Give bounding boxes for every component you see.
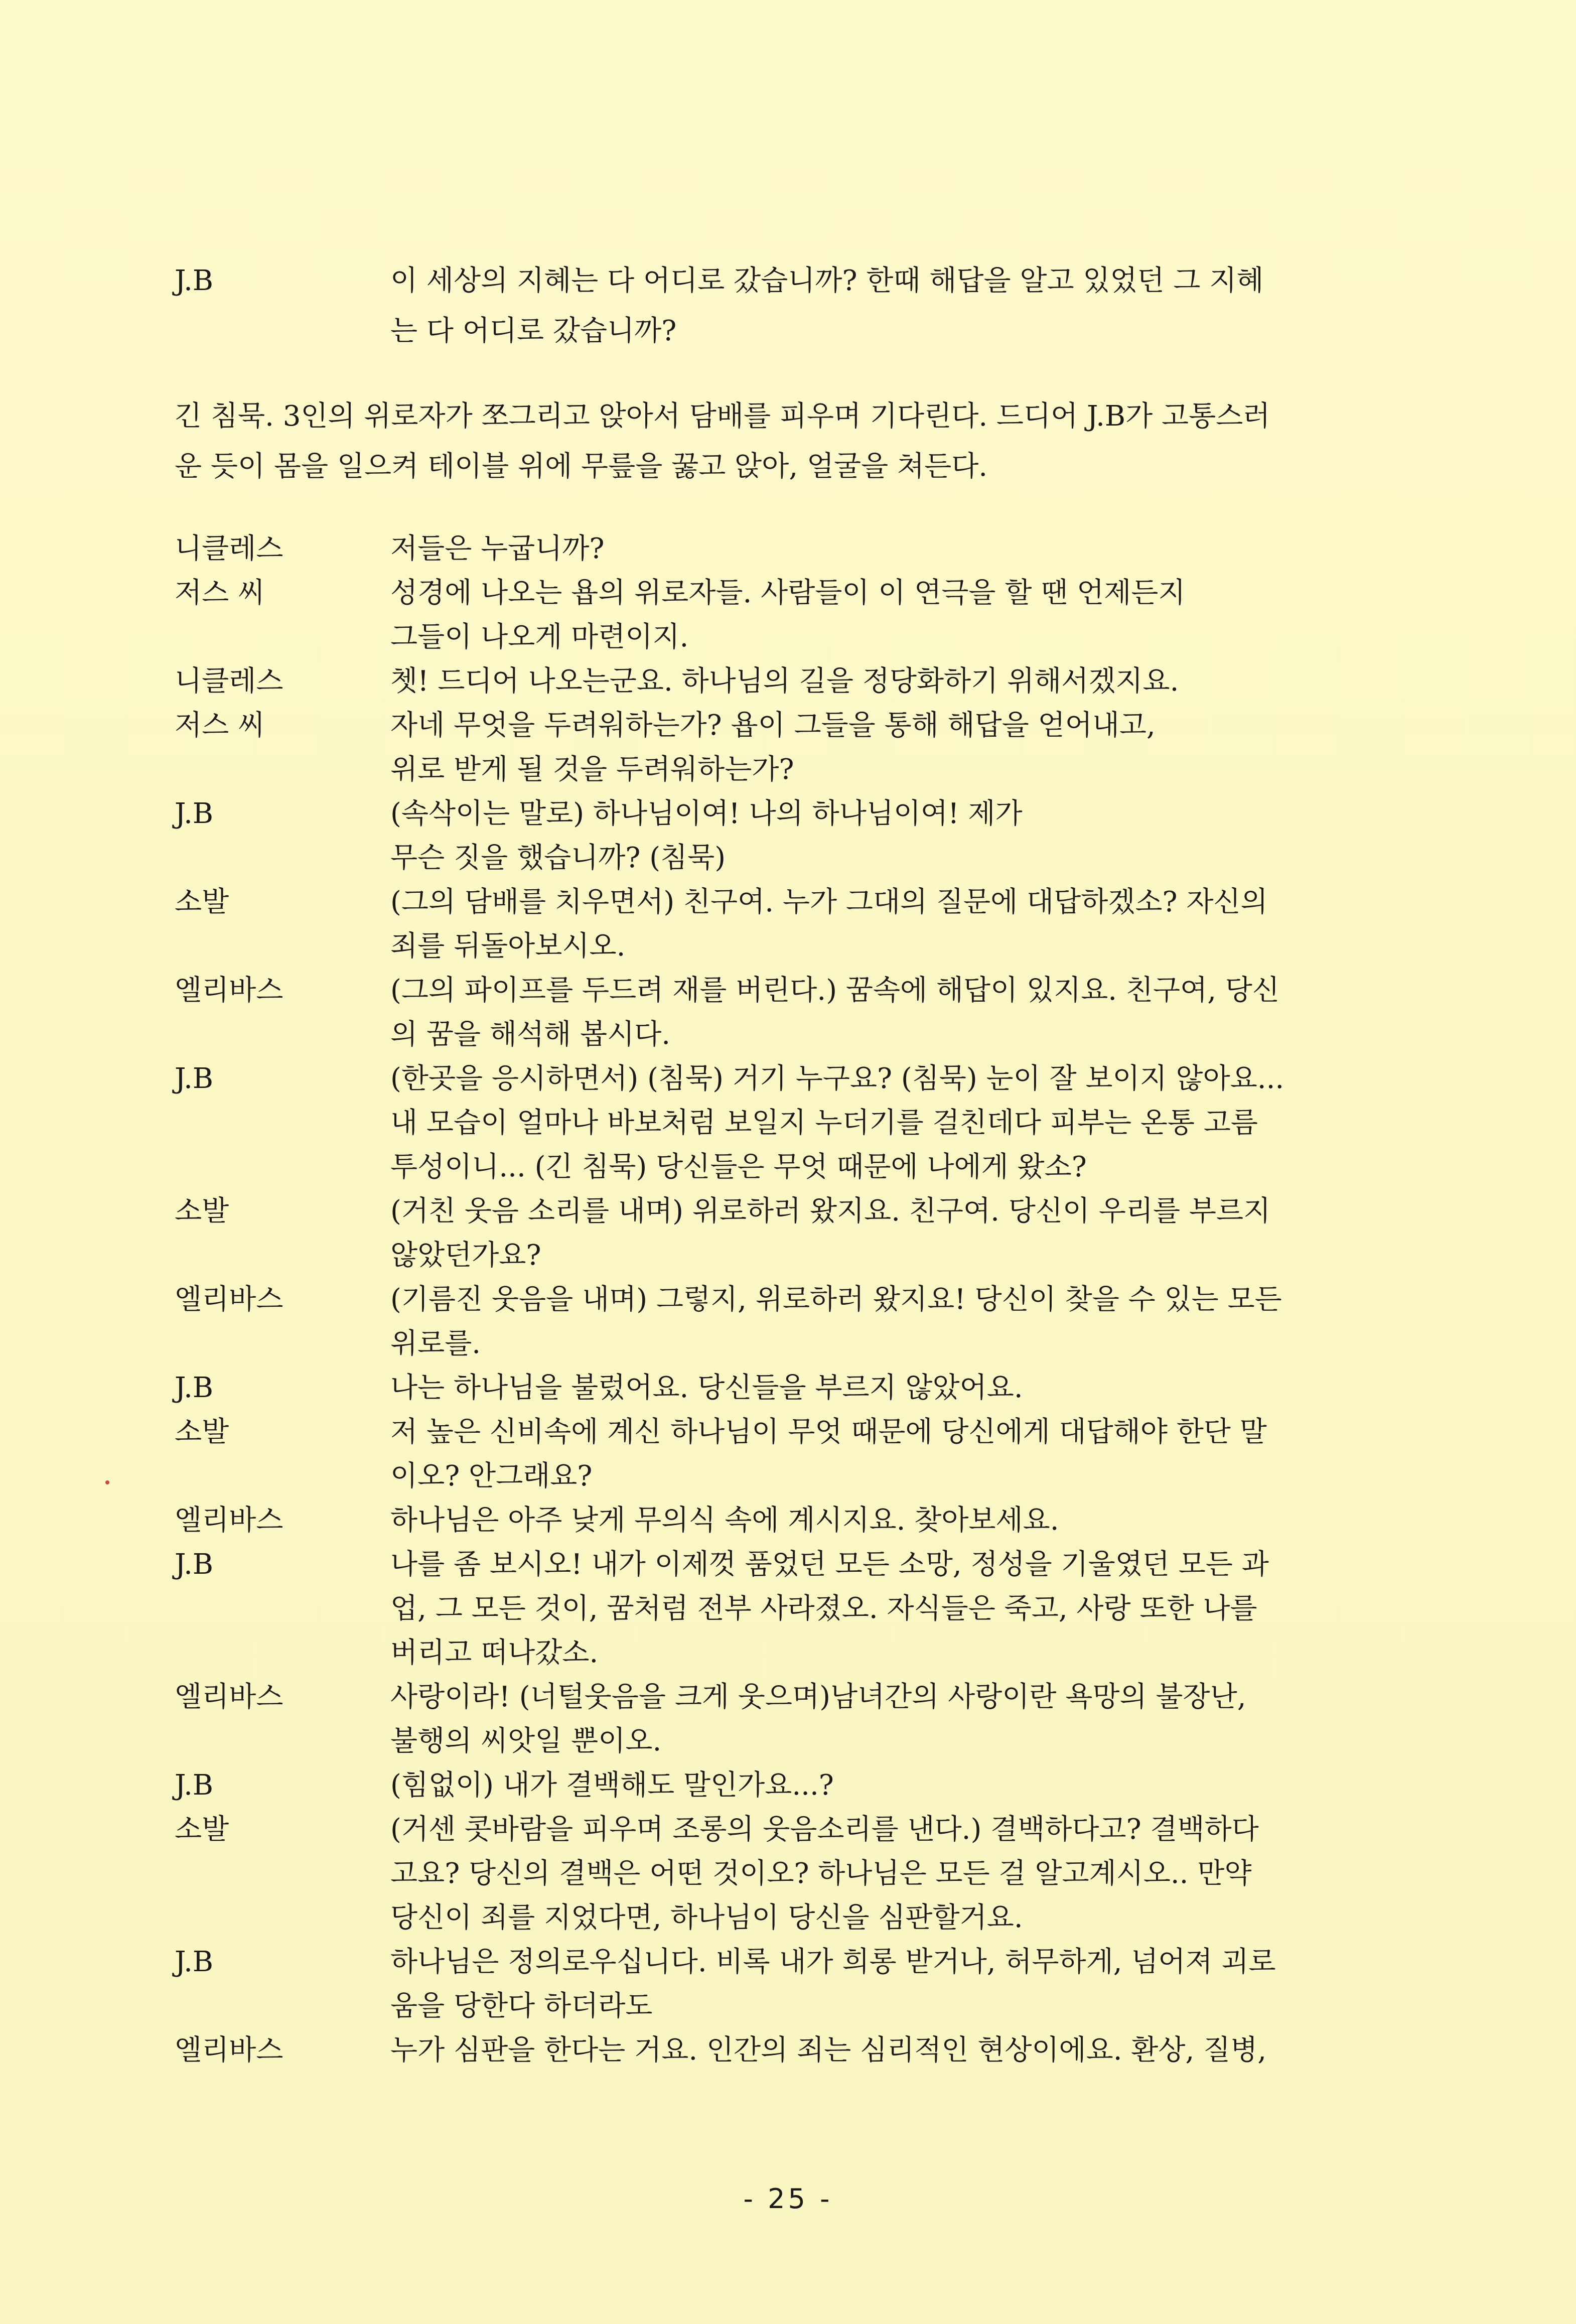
opening-dialogue: [175, 256, 1359, 356]
speech-text: [390, 1940, 1359, 2028]
dialogue-row: [175, 256, 1359, 356]
speech-line: 그들이 나오게 마련이지.: [390, 621, 689, 653]
dialogue-list: [175, 527, 1359, 2073]
speech-line: 고요? 당신의 결백은 어떤 것이오? 하나님은 모든 걸 알고계시오.. 만약: [390, 1857, 1252, 1890]
speaker-name: 소발: [175, 1195, 229, 1227]
speech-line: 하나님은 정의로우십니다. 비록 내가 희롱 받거나, 허무하게, 넘어져 괴로: [390, 1946, 1276, 1978]
dialogue-row: [175, 1366, 1359, 1410]
dialogue-row: [175, 880, 1359, 969]
speech-line: 하나님은 아주 낮게 무의식 속에 계시지요. 찾아보세요.: [390, 1504, 1059, 1537]
speech-text: [390, 2028, 1359, 2073]
dialogue-row: [175, 1940, 1359, 2028]
speech-line: (한곳을 응시하면서) (침묵) 거기 누구요? (침묵) 눈이 잘 보이지 않아요...: [390, 1062, 1284, 1095]
speech-line: 버리고 떠나갔소.: [390, 1636, 599, 1669]
dialogue-row: [175, 1763, 1359, 1808]
speech-line: 는 다 어디로 갔습니까?: [390, 315, 677, 347]
speech-text: [390, 1808, 1359, 1940]
speech-line: 움을 당한다 하더라도: [390, 1990, 653, 2022]
speech-line: (거친 웃음 소리를 내며) 위로하러 왔지요. 친구여. 당신이 우리를 부르지: [390, 1195, 1271, 1227]
speaker-name: J.B: [175, 797, 214, 830]
dialogue-row: [175, 1808, 1359, 1940]
speech-line: 누가 심판을 한다는 거요. 인간의 죄는 심리적인 현상이에요. 환상, 질병,: [390, 2034, 1267, 2067]
speech-line: 저들은 누굽니까?: [390, 532, 605, 565]
speech-line: (거센 콧바람을 피우며 조롱의 웃음소리를 낸다.) 결백하다고? 결백하다: [390, 1813, 1259, 1846]
dialogue-row: [175, 1410, 1359, 1498]
speech-text: [390, 659, 1359, 704]
speech-line: 불행의 씨앗일 뿐이오.: [390, 1725, 662, 1757]
dialogue-row: [175, 1675, 1359, 1763]
speech-line: 의 꿈을 해석해 봅시다.: [390, 1018, 671, 1051]
speech-text: [390, 1410, 1359, 1498]
speech-line: 위로 받게 될 것을 두려워하는가?: [390, 753, 794, 786]
speech-line: 당신이 죄를 지었다면, 하나님이 당신을 심판할거요.: [390, 1901, 1023, 1934]
dialogue-row: [175, 1278, 1359, 1366]
speech-line: (힘없이) 내가 결백해도 말인가요...?: [390, 1769, 834, 1802]
speech-text: [390, 1763, 1359, 1808]
speaker-name: J.B: [175, 264, 214, 297]
speech-line: 쳇! 드디어 나오는군요. 하나님의 길을 정당화하기 위해서겠지요.: [390, 665, 1179, 698]
dialogue-row: [175, 792, 1359, 880]
speech-text: [390, 256, 1359, 356]
speaker-name: 소발: [175, 886, 229, 918]
speech-line: 이오? 안그래요?: [390, 1460, 593, 1492]
speech-line: (그의 담배를 치우면서) 친구여. 누가 그대의 질문에 대답하겠소? 자신의: [390, 886, 1268, 918]
speech-line: (속삭이는 말로) 하나님이여! 나의 하나님이여! 제가: [390, 797, 1023, 830]
speaker-name: J.B: [175, 1548, 214, 1581]
speaker-name: 저스 씨: [175, 709, 265, 742]
stage-direction-line: 긴 침묵. 3인의 위로자가 쪼그리고 앉아서 담배를 피우며 기다린다. 드디어 J.B가 고통스러: [175, 400, 1270, 433]
speech-text: [390, 527, 1359, 571]
speaker-name: 엘리바스: [175, 974, 283, 1007]
speech-text: [390, 571, 1359, 659]
stage-direction: [175, 391, 1359, 492]
speaker-name: J.B: [175, 1769, 214, 1802]
speaker-name: 엘리바스: [175, 1283, 283, 1316]
speech-line: 죄를 뒤돌아보시오.: [390, 930, 626, 963]
speech-line: 위로를.: [390, 1327, 481, 1360]
speech-line: 성경에 나오는 욥의 위로자들. 사람들이 이 연극을 할 땐 언제든지: [390, 577, 1186, 609]
speaker-name: 엘리바스: [175, 2034, 283, 2067]
speech-line: 업, 그 모든 것이, 꿈처럼 전부 사라졌오. 자식들은 죽고, 사랑 또한 나를: [390, 1592, 1257, 1625]
speaker-name: 니클레스: [175, 665, 283, 698]
speech-text: [390, 1189, 1359, 1278]
dialogue-row: [175, 2028, 1359, 2073]
speech-text: [390, 704, 1359, 792]
speaker-name: 소발: [175, 1813, 229, 1846]
speaker-name: J.B: [175, 1372, 214, 1404]
dialogue-row: [175, 1057, 1359, 1189]
dialogue-row: [175, 571, 1359, 659]
dialogue-row: [175, 1189, 1359, 1278]
speech-text: [390, 1498, 1359, 1543]
speaker-name: J.B: [175, 1946, 214, 1978]
dialogue-row: [175, 704, 1359, 792]
speech-line: 않았던가요?: [390, 1239, 541, 1272]
dialogue-row: [175, 1498, 1359, 1543]
speech-text: [390, 1675, 1359, 1763]
dialogue-row: [175, 527, 1359, 571]
page-number: - 25 -: [743, 2183, 833, 2215]
speech-text: [390, 1543, 1359, 1675]
speaker-name: 소발: [175, 1416, 229, 1448]
speaker-name: 니클레스: [175, 532, 283, 565]
speaker-name: 저스 씨: [175, 577, 265, 609]
speech-line: 저 높은 신비속에 계신 하나님이 무엇 때문에 당신에게 대답해야 한단 말: [390, 1416, 1267, 1448]
speech-line: 투성이니... (긴 침묵) 당신들은 무엇 때문에 나에게 왔소?: [390, 1151, 1087, 1183]
stage-direction-line: 운 듯이 몸을 일으켜 테이블 위에 무릎을 꿇고 앉아, 얼굴을 쳐든다.: [175, 450, 988, 483]
speech-text: [390, 880, 1359, 969]
speech-text: [390, 792, 1359, 880]
speech-line: 내 모습이 얼마나 바보처럼 보일지 누더기를 걸친데다 피부는 온통 고름: [390, 1107, 1258, 1139]
speech-line: 이 세상의 지혜는 다 어디로 갔습니까? 한때 해답을 알고 있었던 그 지혜: [390, 264, 1264, 297]
dialogue-row: [175, 969, 1359, 1057]
speech-text: [390, 1366, 1359, 1410]
speech-text: [390, 969, 1359, 1057]
speech-line: 자네 무엇을 두려워하는가? 욥이 그들을 통해 해답을 얻어내고,: [390, 709, 1156, 742]
speck-mark: [105, 1480, 109, 1484]
speech-line: 무슨 짓을 했습니까? (침묵): [390, 842, 726, 874]
speaker-name: 엘리바스: [175, 1681, 283, 1713]
speech-line: (기름진 웃음을 내며) 그렇지, 위로하러 왔지요! 당신이 찾을 수 있는 모든: [390, 1283, 1282, 1316]
dialogue-row: [175, 1543, 1359, 1675]
speech-text: [390, 1057, 1359, 1189]
speech-text: [390, 1278, 1359, 1366]
speech-line: (그의 파이프를 두드려 재를 버린다.) 꿈속에 해답이 있지요. 친구여, 당신: [390, 974, 1279, 1007]
speech-line: 사랑이라! (너털웃음을 크게 웃으며)남녀간의 사랑이란 욕망의 불장난,: [390, 1681, 1246, 1713]
speech-line: 나는 하나님을 불렀어요. 당신들을 부르지 않았어요.: [390, 1372, 1023, 1404]
speaker-name: J.B: [175, 1062, 214, 1095]
speech-line: 나를 좀 보시오! 내가 이제껏 품었던 모든 소망, 정성을 기울였던 모든 과: [390, 1548, 1269, 1581]
speaker-name: 엘리바스: [175, 1504, 283, 1537]
dialogue-row: [175, 659, 1359, 704]
